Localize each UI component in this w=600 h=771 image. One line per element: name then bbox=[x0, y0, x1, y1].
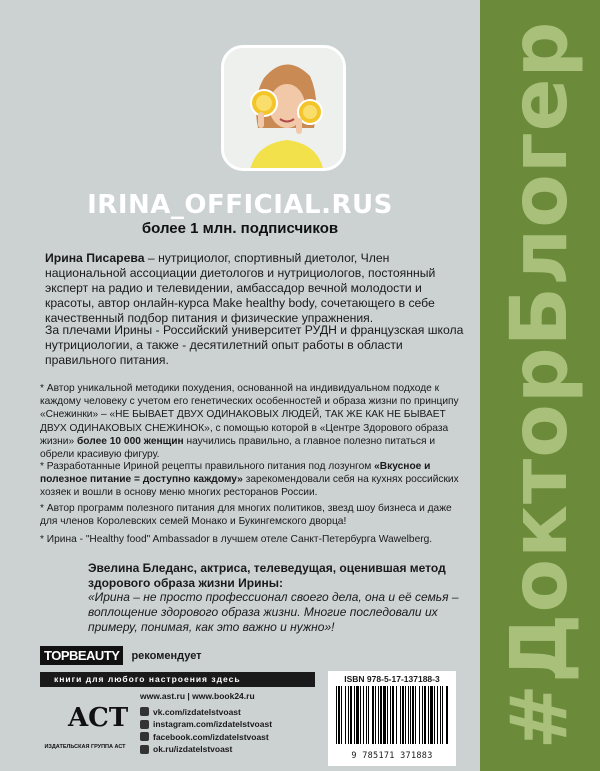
barcode-bar bbox=[442, 686, 443, 744]
instagram-link[interactable]: instagram.com/izdatelstvoast bbox=[153, 719, 273, 729]
publisher-logo bbox=[40, 692, 130, 754]
barcode-bar bbox=[345, 686, 346, 744]
barcode-bar bbox=[387, 686, 388, 744]
instagram-icon bbox=[140, 720, 149, 729]
slogan-bar: книги для любого настроения здесь bbox=[40, 672, 315, 687]
recommends-label: рекомендует bbox=[131, 649, 202, 662]
hashtag-title: #ДокторБлогер bbox=[495, 20, 585, 750]
barcode-bar bbox=[366, 686, 367, 744]
vk-icon bbox=[140, 707, 149, 716]
barcode-bar bbox=[446, 686, 448, 744]
barcode-bar bbox=[419, 686, 420, 744]
barcode-bar bbox=[424, 686, 426, 744]
barcode-bar bbox=[422, 686, 423, 744]
barcode-bar bbox=[363, 686, 364, 744]
vk-row bbox=[140, 706, 272, 719]
instagram-row bbox=[140, 718, 272, 731]
author-name: Ирина Писарева bbox=[45, 251, 145, 265]
topbeauty-recommendation bbox=[40, 646, 202, 665]
barcode-bar bbox=[405, 686, 406, 744]
barcode-bar bbox=[430, 686, 433, 744]
bullet-method bbox=[40, 382, 465, 461]
barcode-bar bbox=[383, 686, 386, 744]
bullet-recipes-bold: «Вкусное и полезное питание = доступно каждому» bbox=[40, 461, 431, 486]
publisher-caption: ИЗДАТЕЛЬСКАЯ ГРУППА АСТ bbox=[44, 744, 126, 750]
barcode-bar bbox=[402, 686, 404, 744]
facebook-link[interactable]: facebook.com/izdatelstvoast bbox=[153, 731, 269, 742]
barcode-bar bbox=[408, 686, 409, 744]
bullet-recipes-text-a: * Разработанные Ириной рецепты правильного питания под лозунгом bbox=[40, 461, 375, 472]
vk-link[interactable]: vk.com/izdatelstvoast bbox=[153, 706, 241, 717]
bio-paragraph-1-text: – нутрициолог, спортивный диетолог, Член национальной ассоциации диетологов и нутрициологов, постоянный эксперт на радио и телевидении, амбассадор вечной молодости и красоты, автор онлайн-курса Make healthy body, сочетающего в себе качественный подбор питания и физические упражнения. bbox=[45, 251, 436, 325]
bullet-method-text-a: * Автор уникальной методики похудения, основанной на индивидуальном подходе к каждому человеку с учетом его генетических особенностей и образа жизни по принципу «Снежинки» – «НЕ БЫВАЕТ ДВУХ ОДИНАКОВЫХ ЛЮДЕЙ, ТАК ЖЕ КАК НЕ БЫВАЕТ ДВУХ ОДИНАКОВЫХ СНЕЖИНОК», с помощью которой в «Центре Здорового образа жизни» bbox=[40, 383, 459, 447]
barcode-bar bbox=[348, 686, 349, 744]
sites-link[interactable]: www.ast.ru | www.book24.ru bbox=[140, 691, 255, 701]
isbn-block bbox=[328, 671, 456, 766]
bullet-recipes bbox=[40, 460, 465, 500]
barcode-bar bbox=[400, 686, 401, 744]
bullet-method-text-b: научились правильно, а главное полезно питаться и обрели красивую фигуру. bbox=[40, 435, 436, 461]
bullet-recipes-text-b: зарекомендовали себя на кухнях российских хозяек и вошли в основу меню многих ресторанов России. bbox=[40, 474, 459, 499]
isbn-text: ISBN 978-5-17-137188-3 bbox=[344, 674, 440, 684]
barcode-bar bbox=[392, 686, 394, 744]
topbeauty-logo: TOPBEAUTY bbox=[40, 646, 123, 665]
sites-row bbox=[140, 690, 272, 703]
barcode-bar bbox=[375, 686, 376, 744]
facebook-icon bbox=[140, 732, 149, 741]
ast-logo-letters: ACT bbox=[68, 703, 129, 733]
barcode-bar bbox=[415, 686, 416, 744]
instagram-handle: IRINA_OFFICIAL.RUS bbox=[87, 190, 393, 220]
barcode-bar bbox=[390, 686, 391, 744]
ok-icon bbox=[140, 745, 149, 754]
author-photo bbox=[221, 45, 346, 171]
barcode-bar bbox=[368, 686, 369, 744]
barcode-bar bbox=[341, 686, 342, 744]
barcode-bar bbox=[354, 686, 355, 744]
bio-paragraph-2: За плечами Ирины - Российский университет РУДН и французская школа нутрициологии, а также - десятилетний опыт работы в области правильного питания. bbox=[45, 323, 464, 367]
quote-author: Эвелина Бледанс, актриса, телеведущая, оценившая метод здорового образа жизни Ирины: bbox=[88, 561, 446, 590]
barcode-bar bbox=[338, 686, 340, 744]
barcode-bar bbox=[428, 686, 429, 744]
bullet-programs: * Автор программ полезного питания для многих политиков, звезд шоу бизнеса и даже для членов Королевских семей Монако и Букингемского дворца! bbox=[40, 503, 452, 528]
barcode-bar bbox=[434, 686, 435, 744]
ok-link[interactable]: ok.ru/izdatelstvoast bbox=[153, 744, 233, 754]
subscriber-count: более 1 млн. подписчиков bbox=[141, 220, 339, 237]
barcode-bar bbox=[378, 686, 379, 744]
barcode-bar bbox=[336, 686, 337, 744]
bio-paragraph-1 bbox=[45, 251, 465, 326]
quote-text: «Ирина – не просто профессионал своего дела, она и её семья – воплощение здорового образа жизни. Многие последовали их примеру, понимая, как это важно и нужно»! bbox=[88, 590, 459, 634]
barcode-bar bbox=[356, 686, 359, 744]
barcode-bar bbox=[396, 686, 397, 744]
barcode-bar bbox=[412, 686, 414, 744]
barcode-bar bbox=[437, 686, 438, 744]
ast-logo-icon bbox=[40, 692, 130, 754]
barcode-number: 9 785171 371883 bbox=[351, 751, 433, 761]
barcode-bar bbox=[360, 686, 361, 744]
bullet-method-bold: более 10 000 женщин bbox=[77, 435, 184, 447]
barcode-bar bbox=[440, 686, 441, 744]
author-photo-illustration bbox=[224, 48, 346, 171]
barcode-bar bbox=[380, 686, 382, 744]
barcode-bar bbox=[410, 686, 411, 744]
ok-row bbox=[140, 743, 272, 756]
facebook-row bbox=[140, 731, 272, 744]
barcode-bar bbox=[372, 686, 374, 744]
bullet-ambassador: * Ирина - "Healthy food" Ambassador в лучшем отеле Санкт-Петербурга Wawelberg. bbox=[40, 534, 433, 545]
publisher-links bbox=[140, 690, 272, 756]
barcode-bar bbox=[350, 686, 352, 744]
barcode-icon bbox=[332, 684, 452, 746]
